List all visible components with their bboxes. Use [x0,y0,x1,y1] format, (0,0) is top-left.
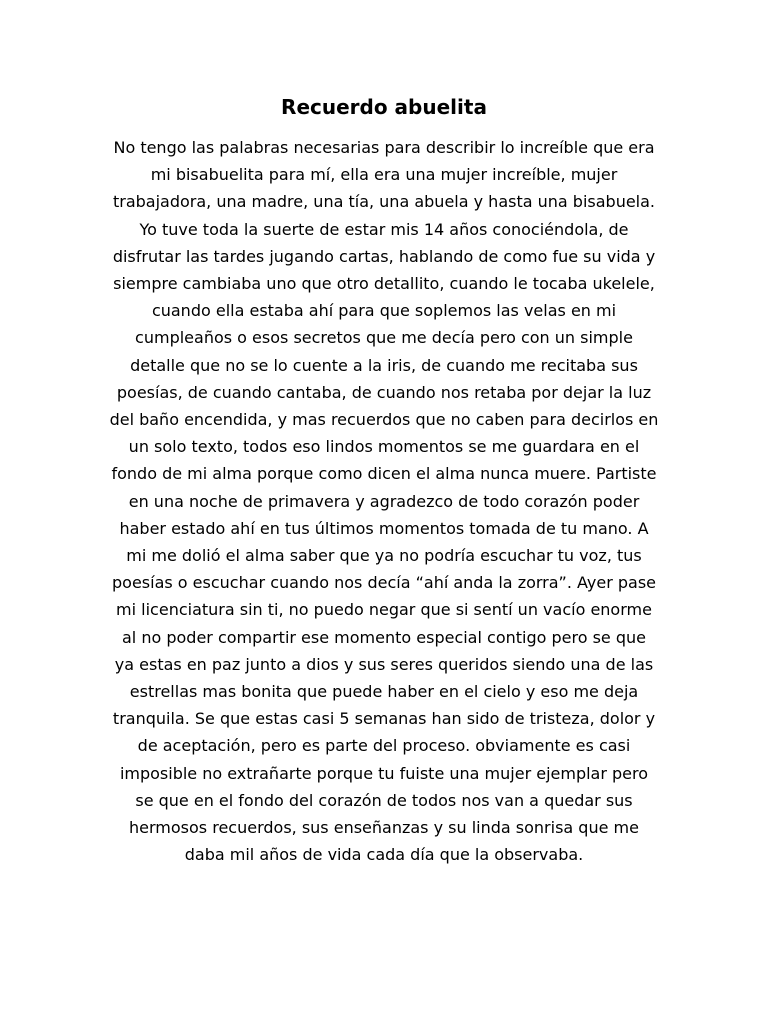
body-line: siempre cambiaba uno que otro detallito, cuando le tocaba ukelele, [113,274,655,294]
body-line: de aceptación, pero es parte del proceso. obviamente es casi [137,736,631,756]
body-line: ya estas en paz junto a dios y sus seres queridos siendo una de las [114,654,654,674]
body-line: estrellas mas bonita que puede haber en el cielo y eso me deja [129,682,639,702]
body-line: fondo de mi alma porque como dicen el alma nunca muere. Partiste [111,464,657,484]
body-line: cumpleaños o esos secretos que me decía pero con un simple [135,328,633,348]
body-line: mi bisabuelita para mí, ella era una mujer increíble, mujer [150,165,618,185]
body-line: disfrutar las tardes jugando cartas, hablando de como fue su vida y [112,246,656,266]
body-line: del baño encendida, y mas recuerdos que no caben para decirlos en [109,410,659,430]
body-line: haber estado ahí en tus últimos momentos tomada de tu mano. A [119,518,649,538]
body-line: cuando ella estaba ahí para que soplemos las velas en mi [151,301,617,321]
body-line: en una noche de primavera y agradezco de todo corazón poder [128,491,640,511]
body-line: un solo texto, todos eso lindos momentos se me guardara en el [128,437,640,457]
body-line: mi me dolió el alma saber que ya no podría escuchar tu voz, tus [126,546,642,566]
body-line: tranquila. Se que estas casi 5 semanas han sido de tristeza, dolor y [112,709,656,729]
body-line: No tengo las palabras necesarias para describir lo increíble que era [113,138,655,157]
body-line: mi licenciatura sin ti, no puedo negar que si sentí un vacío enorme [116,600,652,620]
body-line: trabajadora, una madre, una tía, una abuela y hasta una bisabuela. [112,192,656,212]
body-line: hermosos recuerdos, sus enseñanzas y su linda sonrisa que me [129,818,639,838]
body-line: daba mil años de vida cada día que la observaba. [184,845,584,865]
body-line: poesías o escuchar cuando nos decía “ahí anda la zorra”. Ayer pase [112,573,656,593]
body-line: al no poder compartir ese momento especial contigo pero se que [122,627,646,647]
document-body [102,134,666,868]
body-line: imposible no extrañarte porque tu fuiste una mujer ejemplar pero [119,763,649,783]
body-line: detalle que no se lo cuente a la iris, de cuando me recitaba sus [130,355,638,375]
document-title: Recuerdo abuelita [281,95,487,119]
body-line: poesías, de cuando cantaba, de cuando nos retaba por dejar la luz [116,382,652,402]
body-line: se que en el fondo del corazón de todos nos van a quedar sus [135,790,633,810]
body-line: Yo tuve toda la suerte de estar mis 14 años conociéndola, de [139,219,629,239]
